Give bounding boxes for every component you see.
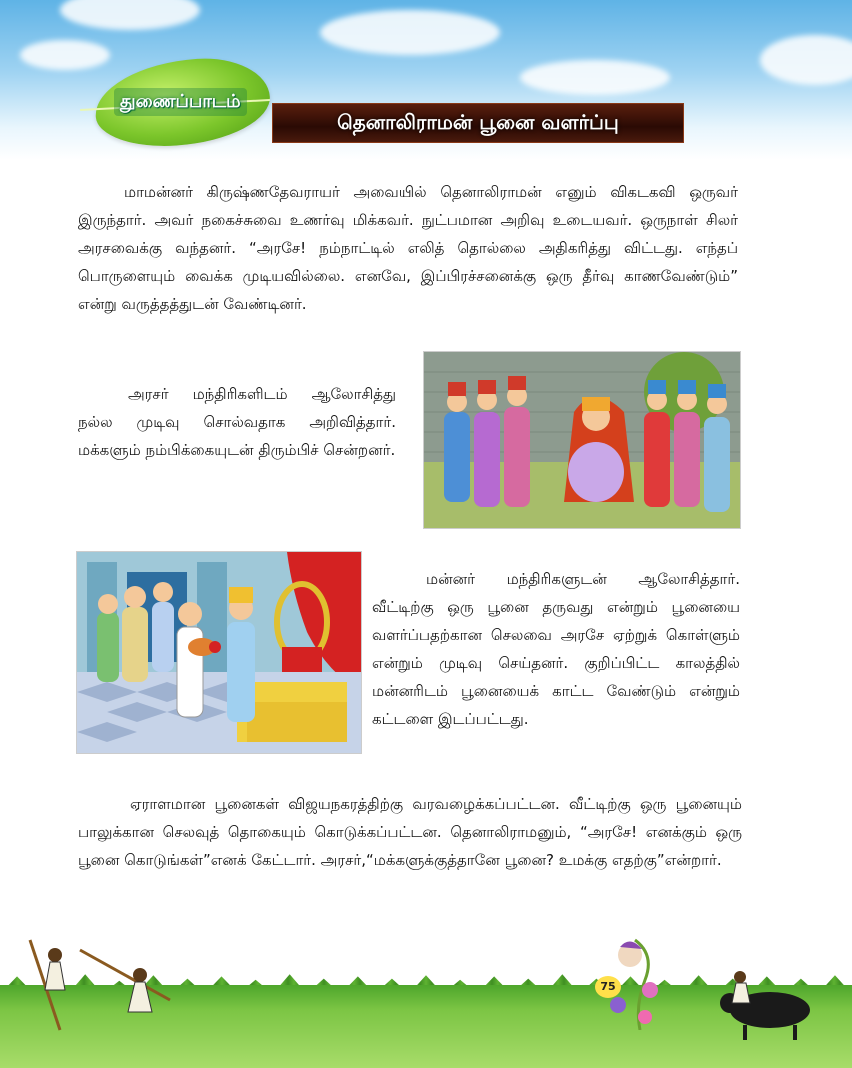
illustration-court-petition (423, 351, 741, 529)
palace-scene-svg (77, 552, 361, 753)
paragraph-4-text: ஏராளமான பூனைகள் விஜயநகரத்திற்கு வரவழைக்கப்பட்டன. வீட்டிற்கு ஒரு பூனையும் பாலுக்கான செலவுத் தொகையும் கொடுக்கப்பட்டன. தெனாலிராமனும், “அரசே! எனக்கும் ஒரு பூனை கொடுங்கள்”எனக் கேட்டார். அரசர்,“மக்களுக்குத்தானே பூனை? உமக்கு எதற்கு”என்றார். (78, 795, 742, 869)
court-scene-svg (424, 352, 740, 528)
cloud (520, 60, 670, 95)
paragraph-3-text: மன்னர் மந்திரிகளுடன் ஆலோசித்தார். வீட்டிற்கு ஒரு பூனை தருவது என்றும் பூனையை வளர்ப்பதற்கான செலவை அரசே ஏற்றுக் கொள்ளும் என்றும் முடிவு செய்தனர். குறிப்பிட்ட காலத்தில் மன்னரிடம் பூனையைக் காட்ட வேண்டும் என்றும் கட்டளை இடப்பட்டது. (372, 570, 740, 728)
paragraph-3 (372, 565, 740, 733)
page-title: தெனாலிராமன் பூனை வளர்ப்பு (337, 109, 619, 134)
title-banner (272, 103, 684, 143)
page-number: 75 (595, 976, 621, 998)
cloud (20, 40, 110, 70)
paragraph-2-text: அரசர் மந்திரிகளிடம் ஆலோசித்து நல்ல முடிவு சொல்வதாக அறிவித்தார். மக்களும் நம்பிக்கையுடன் திரும்பிச் சென்றனர். (78, 385, 396, 459)
illustration-palace-cat (76, 551, 362, 754)
silambam-players-illustration (20, 930, 180, 1040)
paragraph-1 (78, 178, 738, 318)
paragraph-1-text: மாமன்னர் கிருஷ்ணதேவராயர் அவையில் தெனாலிராமன் எனும் விகடகவி ஒருவர் இருந்தார். அவர் நகைச்சுவை உணர்வு மிக்கவர். நுட்பமான அறிவு உடையவர். ஒருநாள் சிலர் அரசவைக்கு வந்தனர். “அரசே! நம்நாட்டில் எலித் தொல்லை அதிகரித்து விட்டது. எந்தப் பொருளையும் வைக்க முடியவில்லை. எனவே, இப்பிரச்சனைக்கு ஒரு தீர்வு காணவேண்டும்” என்று வருத்தத்துடன் வேண்டினர். (78, 183, 738, 313)
cloud (320, 10, 500, 55)
bull-taming-illustration (700, 965, 820, 1040)
paragraph-2 (78, 380, 396, 464)
paragraph-4 (78, 790, 742, 874)
section-badge: துணைப்பாடம் (114, 88, 247, 116)
